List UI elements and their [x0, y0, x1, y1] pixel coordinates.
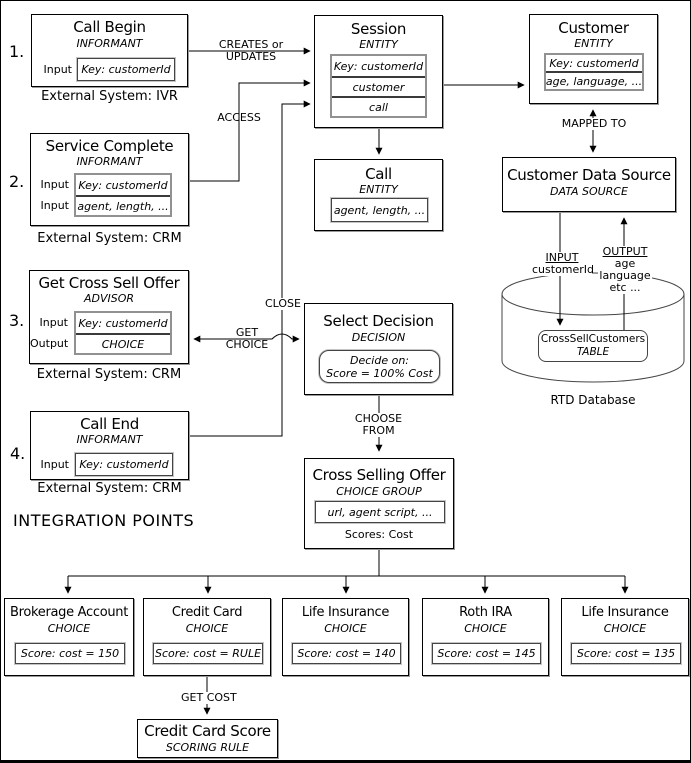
- get-cross-sell-offer-choice-attr: CHOICE: [76, 333, 170, 353]
- session-customer-attr: customer: [332, 76, 425, 96]
- call-begin-box: [31, 14, 188, 87]
- call-begin-input-label: Input: [43, 63, 72, 76]
- get-cross-sell-offer-key-attr: Key: customerId: [78, 316, 168, 330]
- session-attr-table: [330, 54, 427, 118]
- cross-selling-offer-scores: Scores: Cost: [344, 528, 414, 541]
- db-output-param-age: age: [614, 257, 636, 270]
- choice-roth-ira-title: Roth IRA: [459, 605, 512, 620]
- customer-type: ENTITY: [574, 37, 613, 50]
- customer-entity-box: [529, 14, 658, 104]
- database-cylinder-shape: [502, 273, 684, 382]
- choose-from-label: [353, 413, 404, 437]
- cross-selling-offer-attr: url, agent script, ...: [315, 501, 445, 523]
- cross-selling-offer-title: Cross Selling Offer: [312, 466, 446, 484]
- call-end-title: Call End: [80, 415, 139, 433]
- call-end-input-label: Input: [40, 458, 69, 471]
- call-end-box: [30, 411, 189, 480]
- call-begin-key-attr: Key: customerId: [77, 58, 175, 81]
- step-number-2: 2.: [9, 172, 25, 191]
- customer-data-source-title: Customer Data Source: [507, 166, 671, 184]
- edge-distribution: [68, 549, 625, 576]
- choice-life-insurance-2-type: CHOICE: [603, 622, 647, 635]
- db-input-label: INPUT: [545, 251, 579, 264]
- choice-roth-ira-box: [422, 598, 549, 676]
- credit-card-score-box: [137, 719, 278, 758]
- cross-selling-offer-type: CHOICE GROUP: [336, 485, 422, 498]
- customer-data-source-type: DATA SOURCE: [550, 185, 628, 198]
- call-begin-type: INFORMANT: [76, 37, 143, 50]
- choice-life-insurance-2-title: Life Insurance: [581, 605, 669, 620]
- credit-card-score-title: Credit Card Score: [144, 722, 271, 740]
- call-end-type: INFORMANT: [76, 433, 143, 446]
- select-decision-rule: [319, 350, 440, 383]
- get-cost-label: GET COST: [181, 691, 237, 704]
- cross-selling-offer-box: [304, 458, 454, 549]
- get-choice-label: [223, 327, 271, 351]
- get-cross-sell-offer-type: ADVISOR: [83, 292, 135, 305]
- choice-roth-ira-type: CHOICE: [464, 622, 507, 635]
- choice-life-insurance-2-box: [561, 598, 689, 676]
- cross-sell-customers-table: [538, 330, 648, 362]
- credit-card-score-type: SCORING RULE: [165, 741, 250, 754]
- service-complete-key-attr: Key: customerId: [78, 178, 168, 192]
- session-type: ENTITY: [359, 38, 398, 51]
- call-end-key-attr: Key: customerId: [75, 453, 173, 476]
- get-cross-sell-offer-box: [29, 270, 189, 364]
- call-entity-attr: agent, length, ...: [331, 198, 428, 222]
- get-cross-sell-offer-external-system: External System: CRM: [36, 367, 182, 382]
- choose-from-label-line2: FROM: [362, 424, 395, 437]
- choice-brokerage-account-box: [4, 598, 134, 676]
- select-decision-title: Select Decision: [323, 312, 434, 330]
- session-title: Session: [350, 20, 407, 38]
- db-output-label-block: [598, 246, 652, 294]
- db-output-param-language: language: [599, 269, 651, 282]
- customer-attr-table: [544, 53, 644, 91]
- call-end-external-system: External System: CRM: [37, 481, 182, 496]
- step-number-3: 3.: [9, 311, 25, 330]
- call-entity-title: Call: [365, 165, 392, 183]
- session-key-attr: Key: customerId: [333, 59, 424, 73]
- service-complete-box: [30, 133, 189, 226]
- rtd-database-label: RTD Database: [550, 393, 636, 407]
- integration-points-heading: INTEGRATION POINTS: [13, 511, 195, 530]
- step-number-1: 1.: [9, 42, 25, 61]
- select-decision-type: DECISION: [351, 331, 406, 344]
- call-begin-title: Call Begin: [73, 18, 146, 36]
- select-decision-rule-line2: Score = 100% Cost: [326, 366, 433, 380]
- db-input-param: customerId: [532, 263, 595, 276]
- access-label: ACCESS: [217, 111, 261, 124]
- choice-life-insurance-1-title: Life Insurance: [301, 605, 390, 620]
- close-label: CLOSE: [264, 297, 301, 310]
- get-choice-label-line1: GET: [235, 326, 259, 339]
- select-decision-rule-line1: Decide on:: [350, 353, 409, 367]
- choice-credit-card-type: CHOICE: [185, 622, 229, 635]
- call-begin-external-system: External System: IVR: [41, 89, 178, 104]
- choice-brokerage-account-title: Brokerage Account: [9, 605, 129, 620]
- step-number-4: 4.: [10, 444, 26, 463]
- session-entity-box: [314, 15, 443, 128]
- cross-sell-customers-title: CrossSellCustomers: [540, 333, 646, 345]
- choice-life-insurance-1-score: Score: cost = 140: [292, 643, 401, 664]
- choice-roth-ira-score: Score: cost = 145: [432, 643, 541, 664]
- choice-life-insurance-1-type: CHOICE: [324, 622, 367, 635]
- choice-life-insurance-1-box: [282, 598, 409, 676]
- choice-life-insurance-2-score: Score: cost = 135: [571, 643, 681, 664]
- choice-credit-card-title: Credit Card: [171, 605, 243, 620]
- choice-brokerage-account-score: Score: cost = 150: [15, 643, 125, 664]
- service-complete-type: INFORMANT: [76, 155, 143, 168]
- choice-credit-card-score: Score: cost = RULE: [153, 643, 263, 664]
- db-input-label-block: [532, 251, 595, 276]
- service-complete-attr-table: [74, 173, 172, 217]
- choice-credit-card-box: [143, 598, 271, 676]
- customer-data-source-box: [502, 157, 676, 212]
- session-call-attr: call: [332, 96, 425, 116]
- db-output-param-etc: etc ...: [609, 281, 641, 294]
- customer-title: Customer: [558, 19, 629, 37]
- customer-key-attr: Key: customerId: [549, 56, 639, 70]
- get-cross-sell-offer-output-label: Output: [30, 337, 69, 350]
- edge-close: [188, 104, 310, 436]
- get-cross-sell-offer-input-label: Input: [39, 316, 68, 329]
- service-complete-external-system: External System: CRM: [37, 231, 182, 246]
- choice-brokerage-account-type: CHOICE: [47, 622, 91, 635]
- cross-sell-customers-type: TABLE: [576, 346, 610, 358]
- service-complete-agent-attr: agent, length, ...: [76, 195, 170, 215]
- db-output-label: OUTPUT: [602, 245, 648, 258]
- service-complete-input2-label: Input: [40, 199, 69, 212]
- creates-label-line2: UPDATES: [225, 50, 277, 63]
- call-entity-box: [314, 159, 443, 231]
- call-entity-type: ENTITY: [359, 183, 398, 196]
- get-cross-sell-offer-title: Get Cross Sell Offer: [38, 274, 180, 292]
- select-decision-box: [304, 303, 453, 395]
- creates-label-line1: CREATES or: [218, 38, 284, 51]
- customer-age-attr: age, language, ...: [546, 71, 642, 89]
- service-complete-input1-label: Input: [40, 178, 69, 191]
- get-cross-sell-offer-attr-table: [74, 311, 172, 355]
- service-complete-title: Service Complete: [45, 137, 174, 155]
- creates-updates-label: [216, 39, 286, 63]
- choose-from-label-line1: CHOOSE: [354, 412, 403, 425]
- get-choice-label-line2: CHOICE: [225, 338, 269, 351]
- edge-access: [188, 83, 310, 181]
- mapped-to-label: MAPPED TO: [557, 118, 631, 130]
